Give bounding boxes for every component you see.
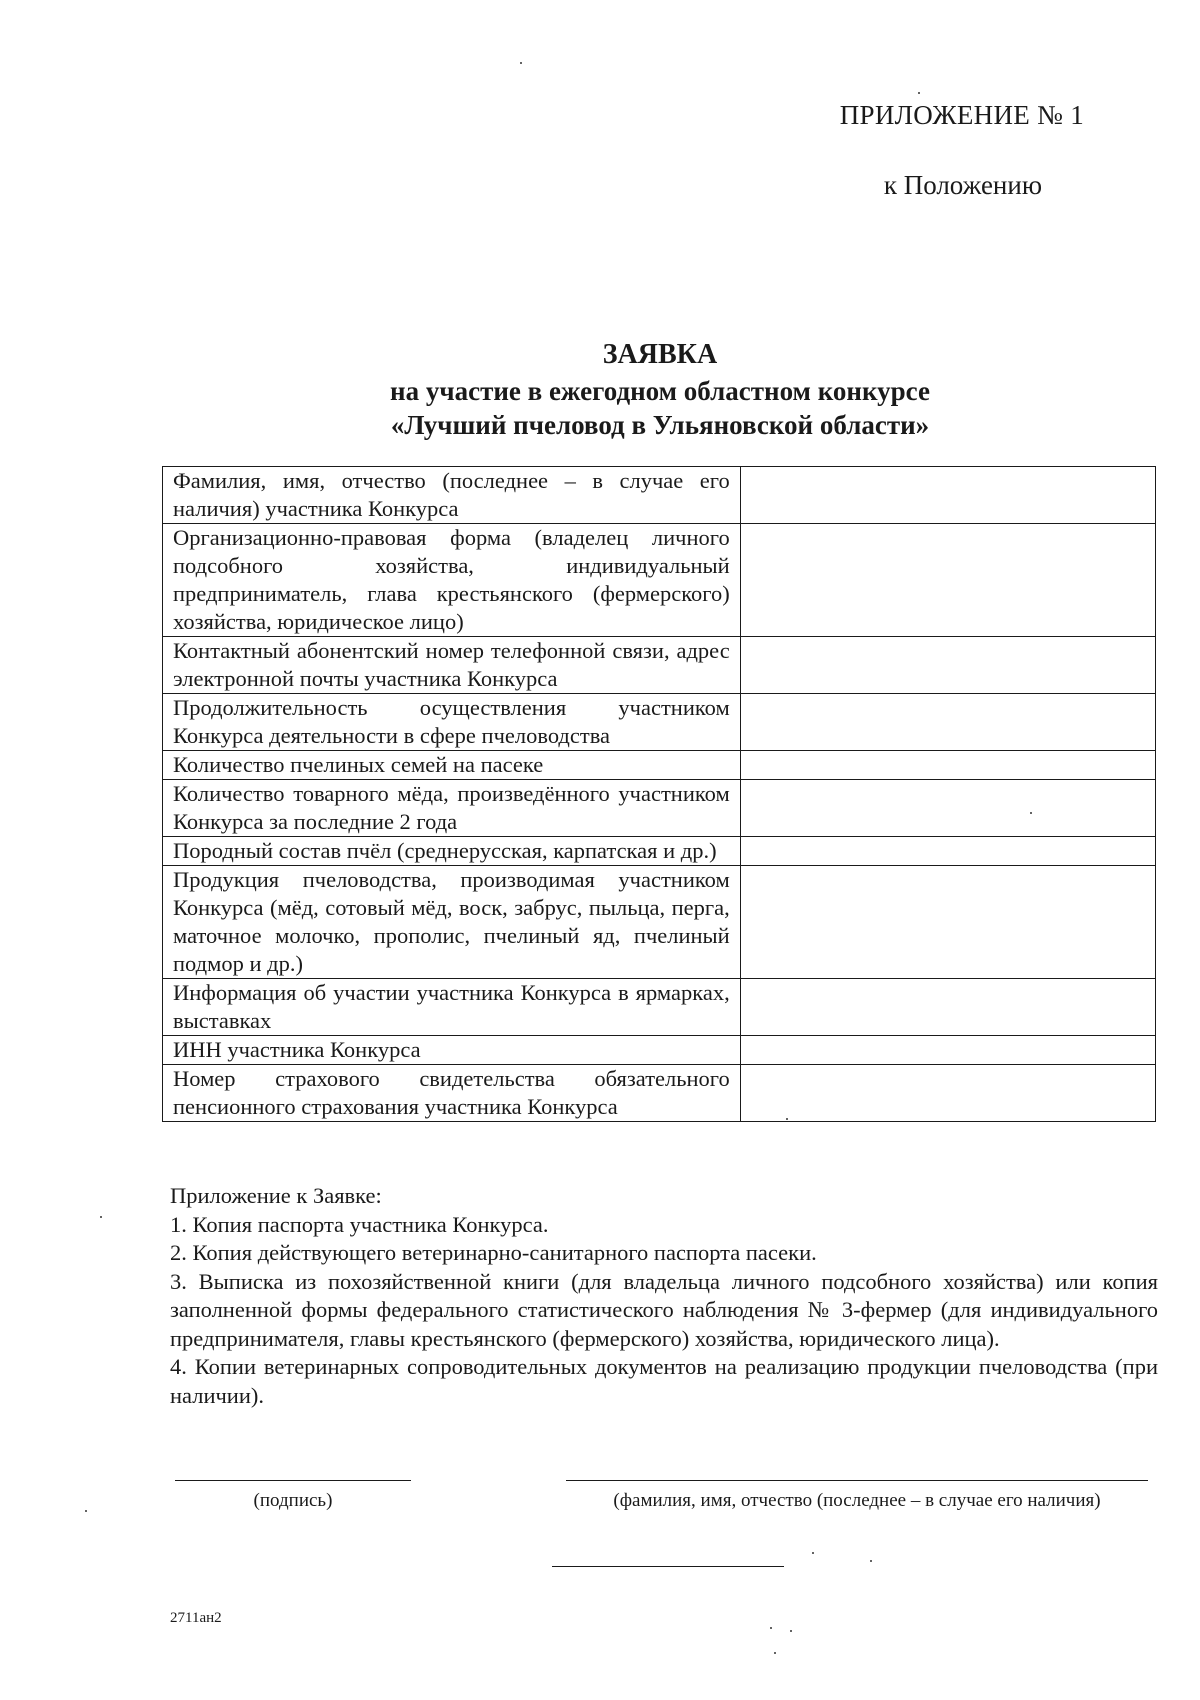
table-row — [163, 979, 1156, 1036]
application-title: ЗАЯВКА — [602, 339, 718, 370]
row-value-bee-breed[interactable] — [740, 837, 1155, 866]
row-value-snils[interactable] — [740, 1065, 1155, 1122]
application-title-block — [160, 338, 1160, 442]
scan-speck — [770, 1627, 772, 1629]
row-label-fairs: Информация об участии участника Конкурса в ярмарках, выставках — [163, 979, 741, 1036]
table-row — [163, 751, 1156, 780]
appendix-title: ПРИЛОЖЕНИЕ № 1 — [839, 100, 1084, 130]
table-row — [163, 866, 1156, 979]
table-row — [163, 1036, 1156, 1065]
row-label-bee-colonies: Количество пчелиных семей на пасеке — [163, 751, 741, 780]
signature-caption: (подпись) — [253, 1490, 333, 1511]
row-label-legal-form: Организационно-правовая форма (владелец личного подсобного хозяйства, индивидуальный предприниматель, глава крестьянского (фермерского) хозяйства, юридическое лицо) — [163, 524, 741, 637]
attachments-heading: Приложение к Заявке: — [170, 1183, 382, 1208]
table-row — [163, 694, 1156, 751]
attachments-section — [170, 1182, 1158, 1410]
scan-speck — [520, 62, 522, 64]
row-label-honey-amount: Количество товарного мёда, произведённого участником Конкурса за последние 2 года — [163, 780, 741, 837]
table-row — [163, 780, 1156, 837]
attachment-item: 4. Копии ветеринарных сопроводительных документов на реализацию продукции пчеловодства (при наличии). — [170, 1354, 1158, 1408]
row-value-inn[interactable] — [740, 1036, 1155, 1065]
attachment-item: 2. Копия действующего ветеринарно-санитарного паспорта пасеки. — [170, 1240, 817, 1265]
row-value-activity-duration[interactable] — [740, 694, 1155, 751]
table-row — [163, 837, 1156, 866]
signature-area — [0, 1450, 1200, 1570]
application-subtitle-line1: на участие в ежегодном областном конкурсе — [390, 376, 930, 406]
row-value-honey-amount[interactable] — [740, 780, 1155, 837]
row-value-contacts[interactable] — [740, 637, 1155, 694]
row-label-snils: Номер страхового свидетельства обязательного пенсионного страхования участника Конкурса — [163, 1065, 741, 1122]
document-code: 2711ан2 — [170, 1610, 222, 1626]
date-line[interactable] — [552, 1566, 784, 1567]
scan-speck — [774, 1652, 776, 1654]
scan-speck — [1030, 812, 1032, 814]
signature-line[interactable] — [175, 1480, 411, 1481]
table-row — [163, 524, 1156, 637]
scan-speck — [100, 1216, 102, 1218]
scan-speck — [870, 1560, 872, 1562]
row-value-fairs[interactable] — [740, 979, 1155, 1036]
scan-speck — [786, 1118, 788, 1120]
row-label-full-name: Фамилия, имя, отчество (последнее – в случае его наличия) участника Конкурса — [163, 467, 741, 524]
appendix-subtitle: к Положению — [883, 170, 1042, 200]
row-value-legal-form[interactable] — [740, 524, 1155, 637]
row-value-bee-colonies[interactable] — [740, 751, 1155, 780]
attachment-item: 3. Выписка из похозяйственной книги (для владельца личного подсобного хозяйства) или копия заполненной формы федерального статистического наблюдения № 3-фермер (для индивидуального предпринимателя, главы крестьянского (фермерского) хозяйства, юридического лица). — [170, 1268, 1158, 1351]
table-row — [163, 467, 1156, 524]
row-label-activity-duration: Продолжительность осуществления участником Конкурса деятельности в сфере пчеловодства — [163, 694, 741, 751]
row-label-contacts: Контактный абонентский номер телефонной связи, адрес электронной почты участника Конкурса — [163, 637, 741, 694]
application-form-table — [162, 466, 1156, 1122]
scan-speck — [918, 92, 920, 94]
table-row — [163, 637, 1156, 694]
row-label-inn: ИНН участника Конкурса — [163, 1036, 741, 1065]
scan-speck — [790, 1630, 792, 1632]
table-row — [163, 1065, 1156, 1122]
row-value-bee-products[interactable] — [740, 866, 1155, 979]
attachment-item: 1. Копия паспорта участника Конкурса. — [170, 1211, 549, 1237]
row-value-full-name[interactable] — [740, 467, 1155, 524]
scan-speck — [85, 1510, 87, 1512]
scan-speck — [812, 1552, 814, 1554]
full-name-line[interactable] — [566, 1480, 1148, 1481]
full-name-caption: (фамилия, имя, отчество (последнее – в случае его наличия) — [613, 1490, 1101, 1511]
row-label-bee-products: Продукция пчеловодства, производимая участником Конкурса (мёд, сотовый мёд, воск, забрус, пыльца, перга, маточное молочко, прополис, пчелиный яд, пчелиный подмор и др.) — [163, 866, 741, 979]
application-subtitle-line2: «Лучший пчеловод в Ульяновской области» — [390, 410, 930, 440]
row-label-bee-breed: Породный состав пчёл (среднерусская, карпатская и др.) — [163, 837, 741, 866]
